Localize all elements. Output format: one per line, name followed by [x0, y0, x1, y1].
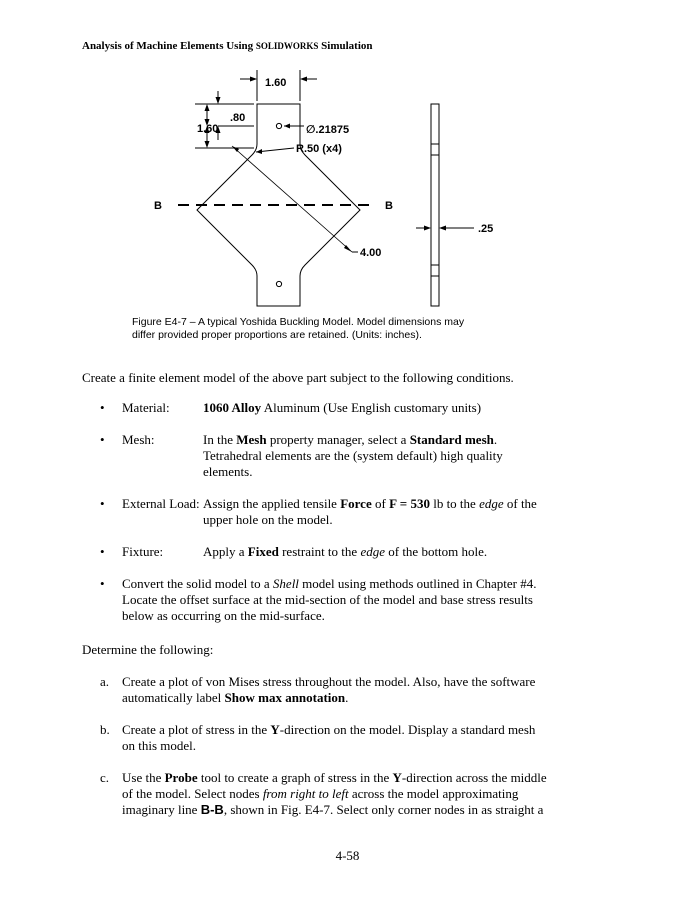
dim-radius-label: R.50 (x4) [296, 143, 342, 155]
bullet-dot: • [100, 400, 105, 415]
intro-paragraph: Create a finite element model of the above part subject to the following conditions. [82, 370, 514, 385]
dim-width-label: 1.60 [265, 77, 287, 89]
dim-diagonal-label: 4.00 [360, 247, 382, 259]
dim-hole-label: ∅.21875 [306, 124, 350, 136]
section-label-left: B [154, 200, 162, 212]
bullet-dot: • [100, 432, 105, 447]
dim-neck-label: .80 [230, 112, 246, 124]
bullet-dot: • [100, 576, 105, 591]
bullet-dot: • [100, 544, 105, 559]
figure-caption: Figure E4-7 – A typical Yoshida Buckling Model. Model dimensions may differ provided proper proportions are retained. (Units: inches). [132, 316, 465, 341]
section-label-right: B [385, 200, 393, 212]
page-number: 4-58 [335, 848, 360, 863]
dim-height-label: 1.60 [197, 123, 219, 135]
dim-thickness-label: .25 [478, 223, 494, 235]
determine-heading: Determine the following: [82, 642, 214, 657]
yoshida-buckling-figure [0, 0, 695, 360]
lower-hole [276, 281, 281, 286]
running-header: Analysis of Machine Elements Using SOLIDWORKS Simulation [82, 40, 373, 52]
upper-hole [276, 123, 281, 128]
bullet-dot: • [100, 496, 105, 511]
